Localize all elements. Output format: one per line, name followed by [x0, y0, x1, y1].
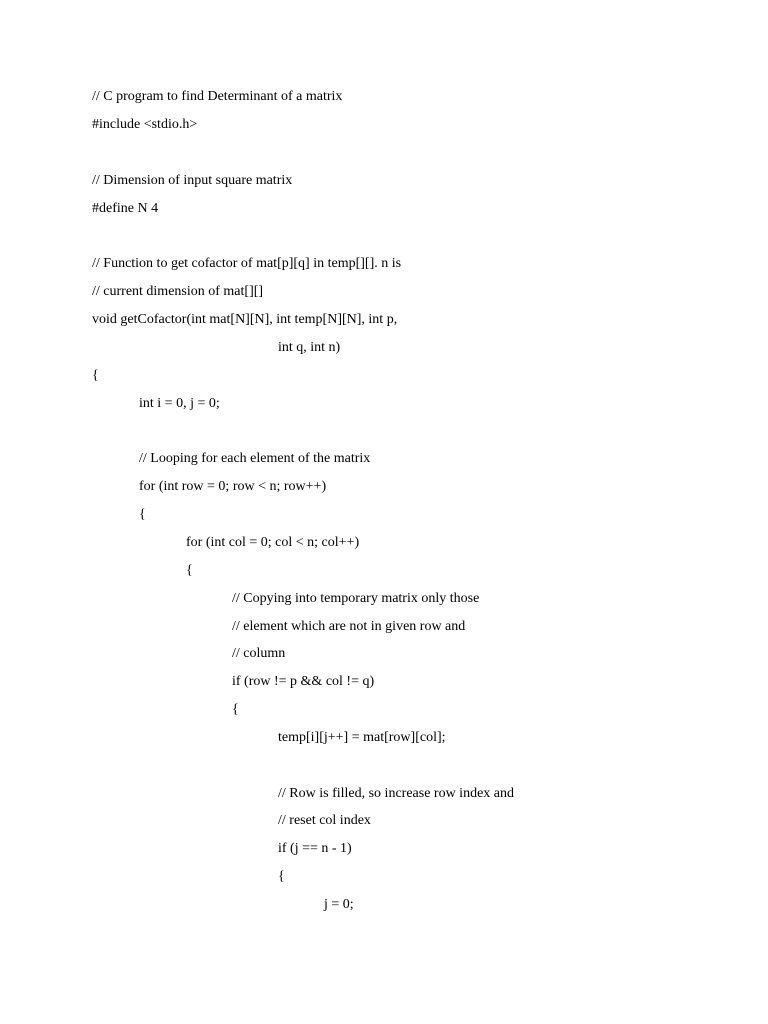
- code-line: {: [278, 869, 285, 884]
- code-line: j = 0;: [324, 897, 354, 912]
- code-line: // Copying into temporary matrix only those: [232, 591, 480, 606]
- code-line: {: [92, 368, 99, 383]
- code-line: // Row is filled, so increase row index and: [278, 786, 515, 801]
- code-line: // Dimension of input square matrix: [92, 173, 293, 188]
- code-line: // current dimension of mat[][]: [92, 284, 264, 299]
- code-line: #include <stdio.h>: [92, 117, 198, 132]
- code-line: // C program to find Determinant of a matrix: [92, 89, 343, 104]
- code-line: int q, int n): [278, 340, 341, 355]
- code-line: // Function to get cofactor of mat[p][q] in temp[][]. n is: [92, 256, 402, 271]
- code-line: // column: [232, 646, 286, 661]
- code-line: for (int col = 0; col < n; col++): [186, 535, 360, 550]
- code-line: if (row != p && col != q): [232, 674, 375, 689]
- code-line: // reset col index: [278, 813, 371, 828]
- code-line: {: [232, 702, 239, 717]
- code-line: {: [139, 507, 146, 522]
- code-line: if (j == n - 1): [278, 841, 352, 856]
- code-line: int i = 0, j = 0;: [139, 396, 220, 411]
- code-line: {: [186, 563, 193, 578]
- code-line: temp[i][j++] = mat[row][col];: [278, 730, 446, 745]
- code-line: #define N 4: [92, 201, 159, 216]
- code-line: // element which are not in given row and: [232, 619, 466, 634]
- code-line: for (int row = 0; row < n; row++): [139, 479, 327, 494]
- code-line: void getCofactor(int mat[N][N], int temp[N][N], int p,: [92, 312, 398, 327]
- code-line: // Looping for each element of the matrix: [139, 451, 371, 466]
